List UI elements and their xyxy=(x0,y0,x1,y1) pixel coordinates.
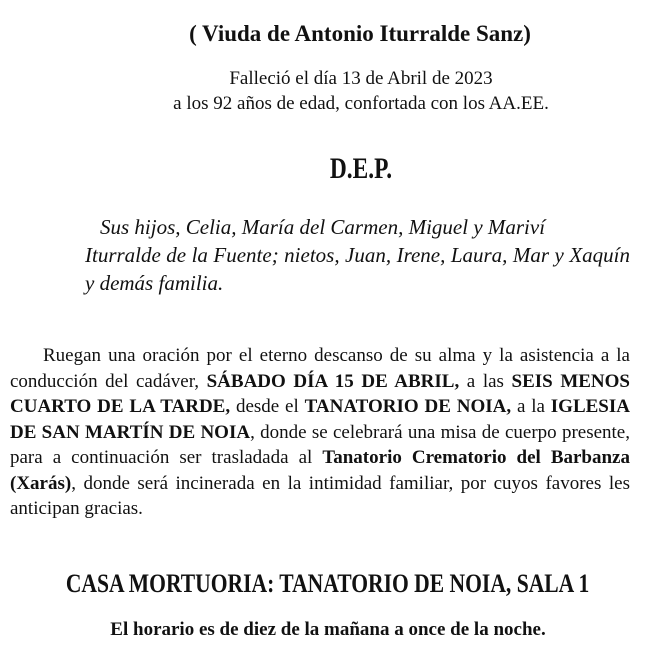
prayer-text-1: Ruegan una oración por el eterno descanso de su alma y la asistencia a la conducción del cadáver, xyxy=(10,345,630,392)
schedule-line: El horario es de diez de la mañana a once de la noche. xyxy=(110,619,546,640)
family-paragraph xyxy=(85,213,630,297)
death-date-line: Falleció el día 13 de Abril de 2023 xyxy=(229,68,493,89)
family-first-line: Sus hijos, Celia, María del Carmen, Miguel y Mariví xyxy=(100,215,546,239)
mortuary-heading: CASA MORTUORIA: TANATORIO DE NOIA, SALA 1 xyxy=(65,569,590,598)
death-age-line: a los 92 años de edad, confortada con los AA.EE. xyxy=(173,93,549,114)
prayer-date: SÁBADO DÍA 15 DE ABRIL, xyxy=(206,370,460,392)
prayer-church: IGLESIA DE SAN MARTÍN DE NOIA xyxy=(10,396,630,443)
family-rest: Iturralde de la Fuente; nietos, Juan, Irene, Laura, Mar y Xaquín y demás familia. xyxy=(85,243,630,295)
prayer-text-6: , donde será incinerada en la intimidad familiar, por cuyos favores les anticipan gracias. xyxy=(10,472,630,519)
prayer-time: SEIS MENOS CUARTO DE LA TARDE, xyxy=(10,370,630,417)
prayer-crematorium: Tanatorio Crematorio del Barbanza (Xarás) xyxy=(10,447,630,494)
prayer-origin: TANATORIO DE NOIA, xyxy=(304,396,512,417)
death-info xyxy=(0,66,650,116)
widow-subtitle: ( Viuda de Antonio Iturralde Sanz) xyxy=(189,21,531,46)
prayer-text-4: a la xyxy=(511,396,551,417)
dep-heading: D.E.P. xyxy=(329,152,393,185)
prayer-text-3: desde el xyxy=(230,396,305,417)
prayer-text-2: a las xyxy=(459,370,512,392)
prayer-paragraph xyxy=(10,343,630,522)
prayer-text-5: , donde se celebrará una misa de cuerpo presente, para a continuación ser trasladada al xyxy=(10,421,630,468)
